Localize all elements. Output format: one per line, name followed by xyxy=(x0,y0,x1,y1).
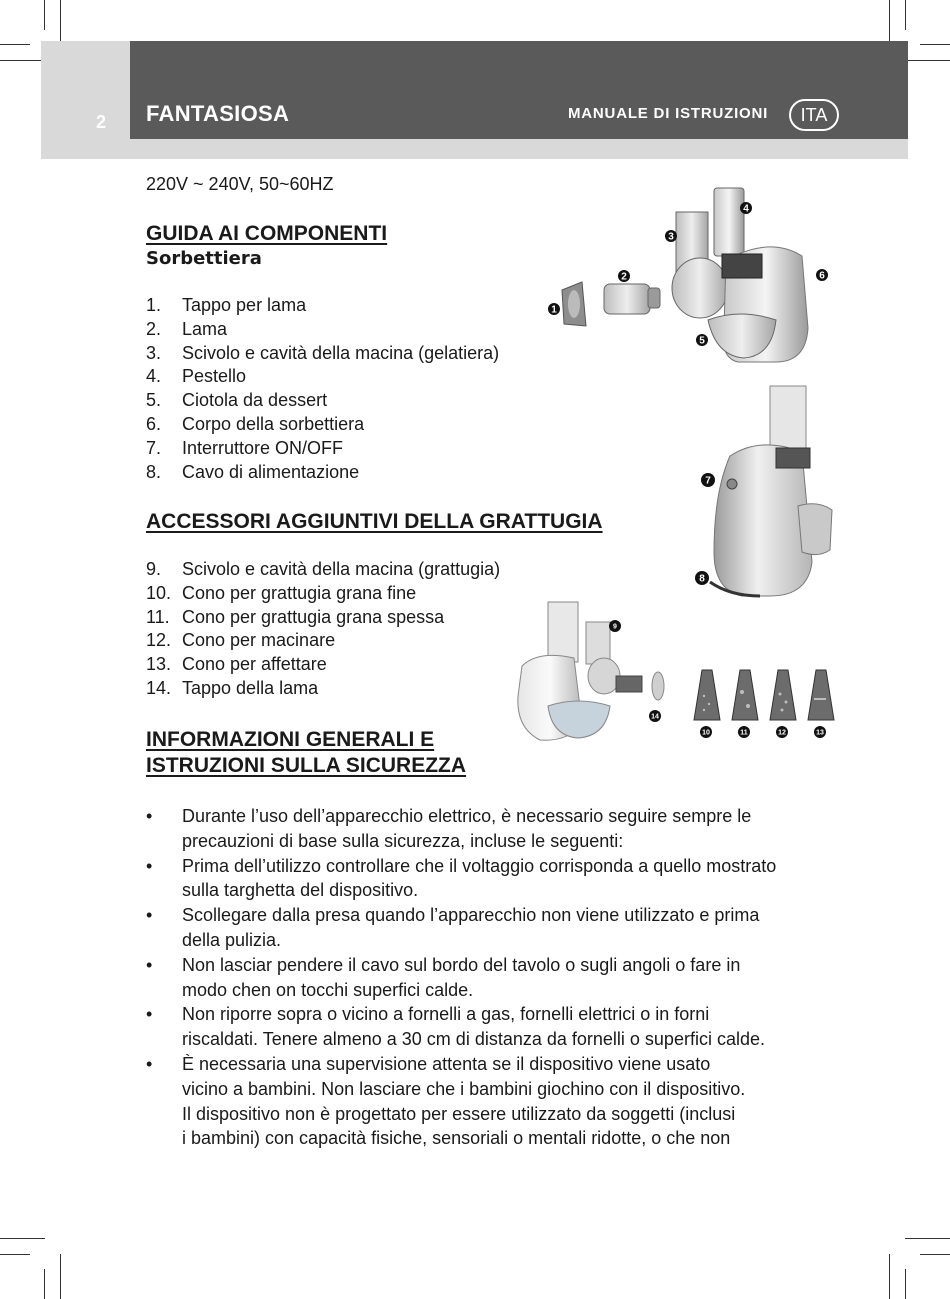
crop-mark xyxy=(920,44,950,45)
list-item xyxy=(146,389,499,413)
bullet-symbol: • xyxy=(146,905,153,926)
item-number: 13. xyxy=(146,654,172,675)
safety-heading-line1: INFORMAZIONI GENERALI E xyxy=(146,728,435,751)
list-item xyxy=(146,903,846,953)
bullet-text: È necessaria una supervisione attenta se il dispositivo viene usato xyxy=(182,1053,711,1074)
bullet-text: della pulizia. xyxy=(182,929,282,950)
callout-14: 14 xyxy=(651,713,659,721)
bullet-text: precauzioni di base sulla sicurezza, incluse le seguenti: xyxy=(182,830,624,851)
bullet-text: Non lasciar pendere il cavo sul bordo del tavolo o sugli angoli o fare in xyxy=(182,954,741,975)
callout-5: 5 xyxy=(699,335,705,347)
bullet-symbol: • xyxy=(146,954,153,975)
callout-8: 8 xyxy=(699,573,705,585)
crop-mark xyxy=(0,44,30,45)
list-item xyxy=(146,582,500,606)
item-label: Pestello xyxy=(182,366,247,387)
components-heading: GUIDA AI COMPONENTI xyxy=(146,222,388,245)
item-number: 14. xyxy=(146,677,172,698)
item-label: Interruttore ON/OFF xyxy=(182,437,344,458)
item-label: Cono per affettare xyxy=(182,654,327,675)
bullet-text: riscaldati. Tenere almeno a 30 cm di distanza da fornelli o superfici calde. xyxy=(182,1029,765,1050)
list-item xyxy=(146,1052,846,1151)
bullet-symbol: • xyxy=(146,806,153,826)
callout-3: 3 xyxy=(668,231,674,243)
sorbet-maker-exploded-illustration xyxy=(540,178,840,368)
item-label: Corpo della sorbettiera xyxy=(182,413,365,434)
crop-mark xyxy=(905,1269,906,1299)
item-label: Tappo della lama xyxy=(182,677,319,698)
list-item xyxy=(146,653,500,677)
callout-2: 2 xyxy=(621,271,627,283)
crop-mark xyxy=(0,1254,30,1255)
bullet-text: vicino a bambini. Non lasciare che i bambini giochino con il dispositivo. xyxy=(182,1078,746,1099)
item-number: 6. xyxy=(146,413,162,434)
item-number: 8. xyxy=(146,461,162,482)
crop-mark xyxy=(60,0,61,45)
components-subheading: Sorbettiera xyxy=(146,248,262,269)
crop-mark xyxy=(60,1254,61,1299)
callout-9: 9 xyxy=(613,623,617,631)
list-item xyxy=(146,804,846,854)
item-number: 9. xyxy=(146,559,162,579)
crop-mark xyxy=(889,0,890,45)
list-item xyxy=(146,629,500,653)
item-label: Scivolo e cavità della macina (gelatiera) xyxy=(182,342,500,363)
item-label: Lama xyxy=(182,318,228,339)
crop-mark xyxy=(905,0,906,30)
crop-mark xyxy=(905,1238,950,1239)
components-list xyxy=(146,294,499,484)
callout-1: 1 xyxy=(551,304,557,316)
item-number: 12. xyxy=(146,630,172,651)
crop-mark xyxy=(905,60,950,61)
sorbet-maker-side-illustration xyxy=(690,382,840,602)
manual-title: MANUALE DI ISTRUZIONI xyxy=(568,105,769,122)
item-number: 1. xyxy=(146,295,162,315)
list-item xyxy=(146,342,499,366)
list-item xyxy=(146,854,846,904)
grater-attachment-illustration xyxy=(508,596,668,746)
item-label: Scivolo e cavità della macina (grattugia) xyxy=(182,559,501,579)
language-badge: ITA xyxy=(789,99,839,131)
bullet-text: Prima dell’utilizzo controllare che il voltaggio corrisponda a quello mostrato xyxy=(182,855,777,876)
callout-7: 7 xyxy=(705,475,711,487)
list-item xyxy=(146,365,499,389)
item-number: 7. xyxy=(146,437,162,458)
item-label: Cavo di alimentazione xyxy=(182,461,360,482)
callout-4: 4 xyxy=(743,203,749,215)
bullet-text: Durante l’uso dell’apparecchio elettrico, è necessario seguire sempre le xyxy=(182,806,752,826)
callout-6: 6 xyxy=(819,270,825,282)
accessories-list xyxy=(146,558,500,701)
callout-10: 10 xyxy=(702,729,710,737)
bullet-text: Scollegare dalla presa quando l’apparecchio non viene utilizzato e prima xyxy=(182,905,760,926)
bullet-symbol: • xyxy=(146,1004,153,1025)
safety-heading-line2: ISTRUZIONI SULLA SICUREZZA xyxy=(146,754,467,777)
crop-mark xyxy=(889,1254,890,1299)
item-number: 2. xyxy=(146,318,162,339)
list-item xyxy=(146,318,499,342)
bullet-text: Non riporre sopra o vicino a fornelli a gas, fornelli elettrici o in forni xyxy=(182,1004,710,1025)
crop-mark xyxy=(920,1254,950,1255)
item-number: 3. xyxy=(146,342,162,363)
bullet-symbol: • xyxy=(146,1053,153,1074)
list-item xyxy=(146,606,500,630)
list-item xyxy=(146,1002,846,1052)
item-label: Cono per grattugia grana fine xyxy=(182,582,417,603)
crop-mark xyxy=(44,1269,45,1299)
callout-11: 11 xyxy=(740,729,748,737)
list-item xyxy=(146,413,499,437)
item-label: Cono per macinare xyxy=(182,630,336,651)
list-item xyxy=(146,294,499,318)
item-label: Ciotola da dessert xyxy=(182,390,328,411)
item-label: Cono per grattugia grana spessa xyxy=(182,606,445,627)
accessories-heading: ACCESSORI AGGIUNTIVI DELLA GRATTUGIA xyxy=(146,510,603,533)
page-number: 2 xyxy=(96,112,107,132)
list-item xyxy=(146,461,499,485)
list-item xyxy=(146,558,500,582)
bullet-text: i bambini) con capacità fisiche, sensoriali o mentali ridotte, o che non xyxy=(182,1128,731,1149)
list-item xyxy=(146,953,846,1003)
bullet-symbol: • xyxy=(146,855,153,876)
brand-title: FANTASIOSA xyxy=(146,101,290,126)
callout-13: 13 xyxy=(816,729,824,737)
safety-list xyxy=(146,804,846,1151)
bullet-text: sulla targhetta del dispositivo. xyxy=(182,880,419,901)
voltage-spec: 220V ~ 240V, 50~60HZ xyxy=(146,174,334,194)
item-number: 4. xyxy=(146,366,162,387)
list-item xyxy=(146,677,500,701)
grater-cones-illustration xyxy=(686,666,836,746)
bullet-text: modo chen on tocchi superfici calde. xyxy=(182,979,474,1000)
item-number: 5. xyxy=(146,390,162,411)
crop-mark xyxy=(44,0,45,30)
item-number: 10. xyxy=(146,582,172,603)
list-item xyxy=(146,437,499,461)
crop-mark xyxy=(0,1238,45,1239)
item-number: 11. xyxy=(146,606,170,627)
bullet-text: Il dispositivo non è progettato per essere utilizzato da soggetti (inclusi xyxy=(182,1103,736,1124)
crop-mark xyxy=(0,60,45,61)
item-label: Tappo per lama xyxy=(182,295,307,315)
callout-12: 12 xyxy=(778,729,786,737)
